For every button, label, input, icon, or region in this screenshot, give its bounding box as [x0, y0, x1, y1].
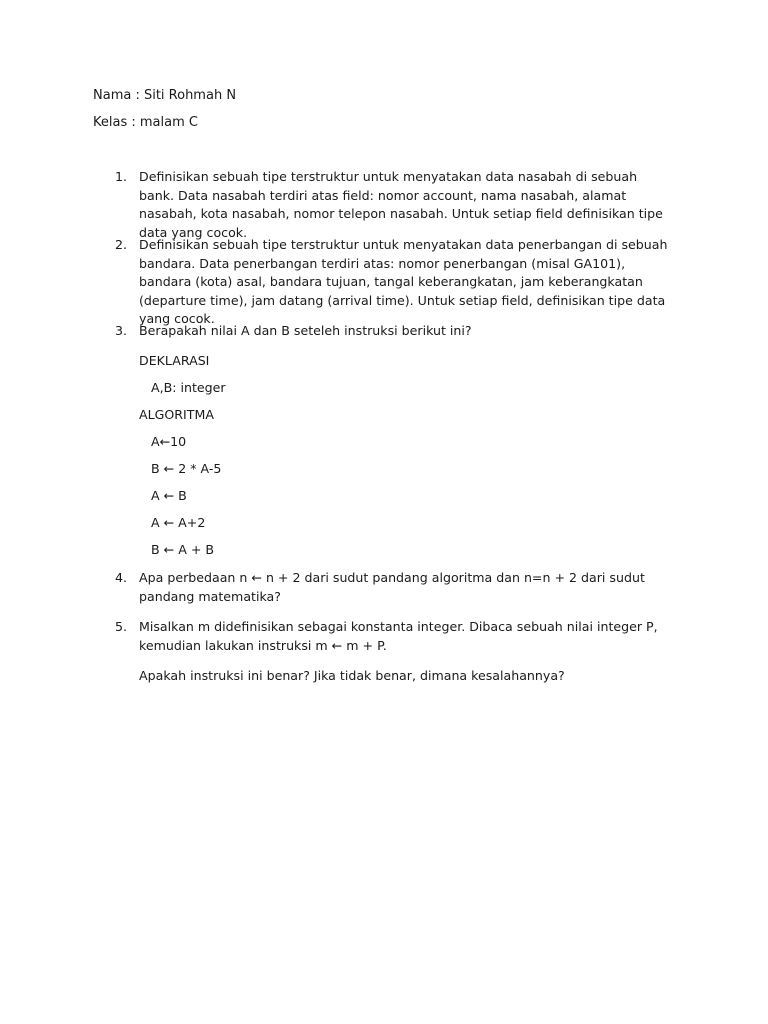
algorithm-line: B ← A + B [151, 542, 215, 557]
question-number: 1. [115, 169, 128, 184]
declaration-label: DEKLARASI [139, 353, 210, 368]
question-3 [115, 322, 675, 341]
algorithm-line: B ← 2 * A-5 [151, 461, 222, 476]
question-2 [115, 236, 675, 329]
algorithm-line: A ← B [151, 488, 187, 503]
algorithm-line: A ← A+2 [151, 515, 206, 530]
question-number: 4. [115, 570, 128, 585]
question-1 [115, 168, 675, 242]
question-5 [115, 618, 675, 655]
declaration-line: A,B: integer [151, 380, 226, 395]
question-number: 5. [115, 619, 128, 634]
question-5-followup: Apakah instruksi ini benar? Jika tidak benar, dimana kesalahannya? [139, 668, 565, 683]
student-class: Kelas : malam C [93, 115, 198, 130]
question-number: 2. [115, 237, 128, 252]
question-4 [115, 569, 675, 606]
question-number: 3. [115, 323, 128, 338]
student-name: Nama : Siti Rohmah N [93, 88, 237, 103]
algorithm-line: A←10 [151, 434, 187, 449]
question-text: Definisikan sebuah tipe terstruktur untuk menyatakan data penerbangan di sebuah bandara. Data penerbangan terdiri atas: nomor penerbangan (misal GA101), bandara (kota) asal, bandara tujuan, tangal keberangkatan, jam keberangkatan (departure time), jam datang (arrival time). Untuk setiap field, definisikan tipe data yang cocok. [139, 237, 668, 326]
question-text: Berapakah nilai A dan B seteleh instruksi berikut ini? [139, 323, 472, 338]
question-text: Misalkan m didefinisikan sebagai konstanta integer. Dibaca sebuah nilai integer P, kemudian lakukan instruksi m ← m + P. [139, 619, 658, 653]
question-text: Definisikan sebuah tipe terstruktur untuk menyatakan data nasabah di sebuah bank. Data nasabah terdiri atas field: nomor account, nama nasabah, alamat nasabah, kota nasabah, nomor telepon nasabah. Untuk setiap field definisikan tipe data yang cocok. [139, 169, 663, 240]
question-text: Apa perbedaan n ← n + 2 dari sudut pandang algoritma dan n=n + 2 dari sudut pandang matematika? [139, 570, 645, 604]
algorithm-label: ALGORITMA [139, 407, 214, 422]
